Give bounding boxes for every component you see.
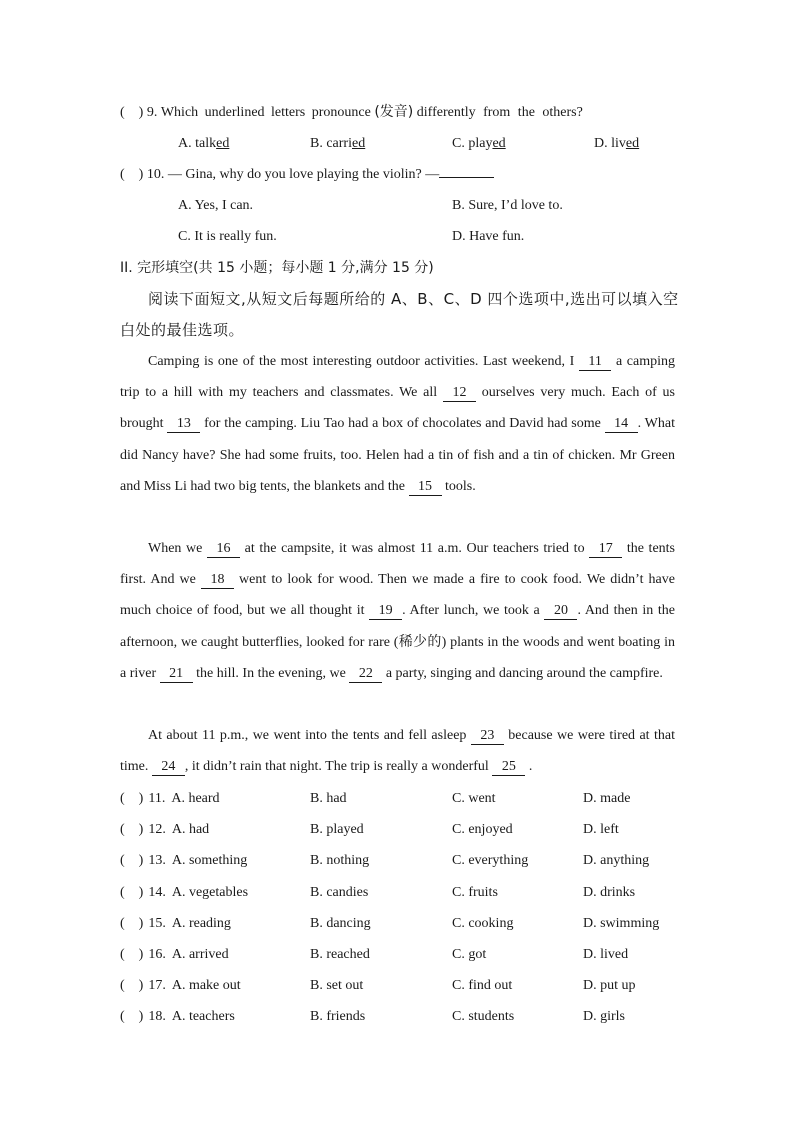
answer-paren-open: ( <box>120 947 125 962</box>
passage-blank-25: 25 <box>492 759 525 776</box>
option-d: D. anything <box>583 853 650 869</box>
answer-paren-open: ( <box>120 167 125 182</box>
option-a: A. something <box>171 853 248 869</box>
passage-blank-17: 17 <box>589 541 622 558</box>
option-d: D. swimming <box>583 915 660 931</box>
option-b: B. reached <box>310 947 370 962</box>
passage-text: a camping trip to a hill with my teachers and classmates. We all <box>120 354 675 401</box>
question-number: 18. <box>148 1009 166 1025</box>
passage-blank-22: 22 <box>349 666 382 683</box>
option-b: B. had <box>310 791 347 806</box>
passage-blank-16: 16 <box>207 541 240 558</box>
passage-blank-19: 19 <box>369 603 402 620</box>
passage-text: . And then in the afternoon, we caught butterflies, looked for rare (稀少的) plants in the woods and went boating in a river <box>120 603 676 681</box>
answer-blank <box>439 177 494 178</box>
option-b: B. nothing <box>310 853 370 869</box>
option-b: B. carried <box>310 136 366 151</box>
option-a: A. talked <box>178 136 230 151</box>
answer-paren-open: ( <box>120 853 125 869</box>
passage-text: Camping is one of the most interesting outdoor activities. Last weekend, I <box>148 354 579 369</box>
passage-text: ourselves very much. Each of us brought <box>120 385 675 432</box>
passage-paragraph-1 <box>120 346 675 502</box>
answer-paren-open: ( <box>120 915 125 931</box>
passage-text: at the campsite, it was almost 11 a.m. Our teachers tried to <box>240 541 590 556</box>
answer-paren-open: ( <box>120 791 125 806</box>
question-9-stem <box>120 102 583 122</box>
option-a: A. arrived <box>171 947 229 962</box>
question-stem: differently from the others? <box>416 105 583 120</box>
option-c: C. fruits <box>452 884 498 900</box>
answer-paren-open: ( <box>120 884 125 900</box>
option-c: C. got <box>452 947 487 962</box>
option-a: A. had <box>171 822 210 838</box>
passage-blank-21: 21 <box>160 666 193 683</box>
option-a: A. make out <box>171 978 241 994</box>
option-d: D. made <box>583 791 631 806</box>
option-d: D. drinks <box>583 884 636 900</box>
question-row <box>120 1007 235 1027</box>
option-a: A. heard <box>171 791 220 806</box>
option-d: D. left <box>583 822 619 838</box>
passage-text: , it didn’t rain that night. The trip is really a wonderful <box>184 759 493 775</box>
question-number: 12. <box>148 822 166 838</box>
option-b: B. set out <box>310 978 364 994</box>
question-number: 14. <box>148 884 166 900</box>
question-stem: — Gina, why do you love playing the violin? — <box>167 167 440 182</box>
option-d: D. lived <box>594 136 640 151</box>
passage-blank-20: 20 <box>544 603 577 620</box>
passage-text: the hill. In the evening, we <box>192 665 350 681</box>
passage-blank-12: 12 <box>443 385 476 402</box>
question-row <box>120 789 220 809</box>
passage-text: went to look for wood. Then we made a fire to cook food. We didn’t have much choice of food, but we all thought it <box>120 572 675 619</box>
answer-paren-close: ) <box>138 853 144 869</box>
passage-paragraph-2 <box>120 533 675 689</box>
passage-blank-11: 11 <box>579 354 611 371</box>
option-a: A. teachers <box>171 1009 235 1025</box>
answer-paren-close: ) <box>138 791 144 806</box>
question-number: 11. <box>148 791 166 806</box>
question-row <box>120 976 241 996</box>
answer-paren-close: ) <box>138 105 144 120</box>
option-c: C. went <box>452 791 496 806</box>
passage-text: . After lunch, we took a <box>402 603 545 619</box>
answer-paren-open: ( <box>120 1009 125 1025</box>
answer-paren-close: ) <box>138 978 144 994</box>
option-a: A. vegetables <box>171 884 249 900</box>
option-b: B. candies <box>310 884 369 900</box>
option-a: A. reading <box>171 915 231 931</box>
question-row <box>120 883 248 903</box>
question-10-stem <box>120 165 494 185</box>
option-c: C. It is really fun. <box>178 229 277 244</box>
question-row <box>120 820 209 840</box>
option-a: A. Yes, I can. <box>178 198 254 213</box>
answer-paren-open: ( <box>120 822 125 838</box>
passage-blank-15: 15 <box>409 479 442 496</box>
question-number: 16. <box>148 947 166 962</box>
option-c: C. find out <box>452 978 513 994</box>
answer-paren-close: ) <box>138 167 144 182</box>
option-b: B. played <box>310 822 364 838</box>
option-d: D. lived <box>583 947 629 962</box>
option-c: C. played <box>452 136 506 151</box>
passage-text: . <box>525 759 533 775</box>
question-row <box>120 914 231 934</box>
section-title: II. 完形填空(共 15 小题；每小题 1 分,满分 15 分) <box>120 260 434 276</box>
question-row <box>120 945 229 965</box>
answer-paren-close: ) <box>138 884 144 900</box>
question-number: 17. <box>148 978 166 994</box>
passage-blank-14: 14 <box>605 416 638 433</box>
answer-paren-close: ) <box>138 1009 144 1025</box>
passage-text: . What did Nancy have? She had some fruits, too. Helen had a tin of fish and a tin of chicken. Mr Green and Miss Li had two big tents, the blankets and the <box>120 416 675 494</box>
passage-text: When we <box>148 541 207 556</box>
answer-paren-close: ) <box>138 822 144 838</box>
passage-text: tools. <box>441 478 476 494</box>
question-number: 9. <box>146 105 158 120</box>
option-b: B. dancing <box>310 915 371 931</box>
passage-text: the tents first. And we <box>120 541 675 588</box>
passage-text: for the camping. Liu Tao had a box of chocolates and David had some <box>200 416 605 432</box>
option-c: C. everything <box>452 853 529 869</box>
passage-text: because we were tired at that time. <box>120 728 675 775</box>
option-b: B. friends <box>310 1009 366 1025</box>
passage-text: At about 11 p.m., we went into the tents and fell asleep <box>148 728 471 743</box>
answer-paren-close: ) <box>138 915 144 931</box>
question-row <box>120 851 247 871</box>
passage-blank-13: 13 <box>167 416 200 433</box>
option-c: C. students <box>452 1009 515 1025</box>
question-number: 10. <box>146 167 165 182</box>
question-number: 13. <box>148 853 166 869</box>
answer-paren-open: ( <box>120 978 125 994</box>
question-stem: Which underlined letters pronounce <box>160 105 371 120</box>
question-number: 15. <box>148 915 166 931</box>
passage-blank-23: 23 <box>471 728 504 745</box>
question-stem-cn: (发音) <box>374 104 414 120</box>
answer-paren-open: ( <box>120 105 125 120</box>
passage-blank-24: 24 <box>152 759 185 776</box>
answer-paren-close: ) <box>138 947 144 962</box>
option-b: B. Sure, I’d love to. <box>452 198 563 213</box>
section-instruction: 阅读下面短文,从短文后每题所给的 A、B、C、D 四个选项中,选出可以填入空白处的最佳选项。 <box>120 290 679 339</box>
option-d: D. Have fun. <box>452 229 525 244</box>
option-d: D. girls <box>583 1009 625 1025</box>
option-d: D. put up <box>583 978 636 994</box>
passage-paragraph-3 <box>120 720 675 782</box>
option-c: C. cooking <box>452 915 514 931</box>
passage-text: a party, singing and dancing around the campfire. <box>382 665 663 681</box>
passage-blank-18: 18 <box>201 572 234 589</box>
option-c: C. enjoyed <box>452 822 513 838</box>
